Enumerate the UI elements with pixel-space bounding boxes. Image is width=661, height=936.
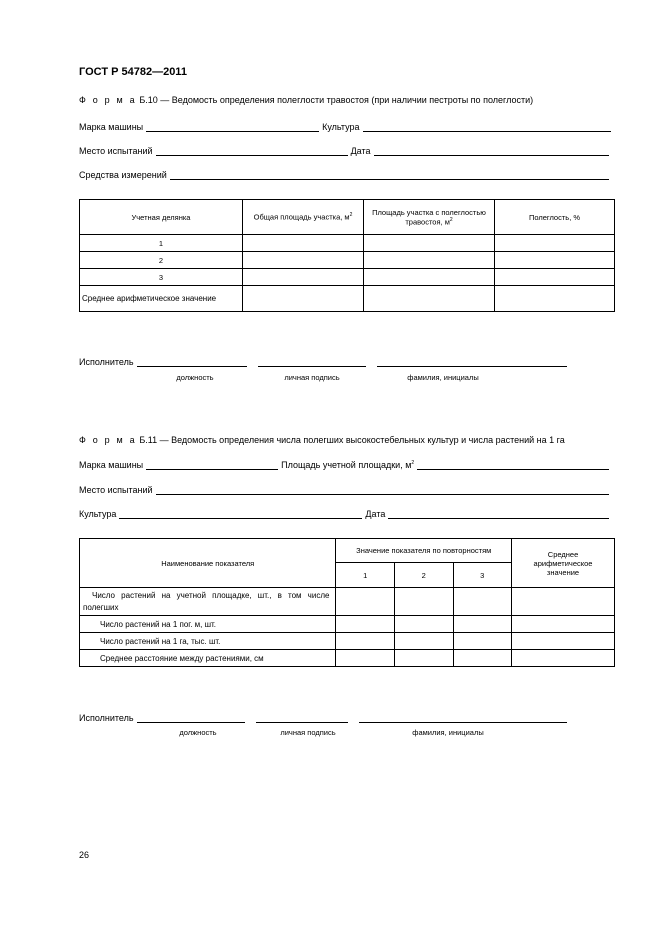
- form-b11-title-prefix: Ф о р м а: [79, 435, 137, 445]
- mesto-label: Место испытаний: [79, 485, 153, 495]
- cell[interactable]: [453, 616, 512, 633]
- cell[interactable]: [336, 633, 395, 650]
- position-field[interactable]: [137, 714, 245, 723]
- col-header-group: Значение показателя по повторностям: [336, 539, 512, 563]
- lodged-area-sup: 2: [449, 216, 453, 223]
- table-row: [80, 252, 615, 269]
- cell[interactable]: [243, 252, 364, 269]
- ploshad-label-text: Площадь учетной площадки, м: [281, 460, 412, 470]
- marka-field[interactable]: [146, 461, 278, 470]
- indicator-label: Число растений на 1 га, тыс. шт.: [80, 633, 336, 650]
- form-b10-row-mesto: [79, 146, 612, 156]
- caption-position: должность: [179, 728, 217, 737]
- ploshad-sup: 2: [411, 460, 415, 466]
- cell[interactable]: [364, 235, 495, 252]
- table-row: [80, 616, 615, 633]
- col-header-lodged-area: [364, 200, 495, 235]
- table-header-row: [80, 200, 615, 235]
- cell[interactable]: [495, 252, 615, 269]
- row-number: 2: [80, 252, 243, 269]
- lodged-area-label: Площадь участка с полеглостью травостоя, м: [372, 207, 486, 227]
- cell[interactable]: [243, 235, 364, 252]
- cell[interactable]: [495, 269, 615, 286]
- cell[interactable]: [336, 616, 395, 633]
- sredstva-label: Средства измерений: [79, 170, 167, 180]
- page-number: 26: [79, 850, 90, 860]
- cell[interactable]: [364, 269, 495, 286]
- document-header: ГОСТ Р 54782—2011: [79, 66, 187, 78]
- kultura-label: Культура: [322, 122, 360, 132]
- form-b10-title: [79, 95, 533, 105]
- table-row-average: [80, 286, 615, 312]
- name-field[interactable]: [377, 358, 567, 367]
- mesto-field[interactable]: [156, 486, 609, 495]
- cell[interactable]: [512, 633, 615, 650]
- cell[interactable]: [364, 252, 495, 269]
- cell[interactable]: [512, 650, 615, 667]
- col-header-lodging-pct: Полеглость, %: [495, 200, 615, 235]
- indicator-label: Среднее расстояние между растениями, см: [80, 650, 336, 667]
- average-label: Среднее арифметическое значение: [80, 286, 243, 312]
- total-area-sup: 2: [349, 212, 353, 219]
- table-row: [80, 269, 615, 286]
- col-header-rep-2: 2: [394, 563, 453, 588]
- form-b11-table: [79, 538, 615, 667]
- marka-field[interactable]: [146, 123, 319, 132]
- form-b10-table: [79, 199, 615, 312]
- col-header-total-area: [243, 200, 364, 235]
- mesto-label: Место испытаний: [79, 146, 153, 156]
- cell[interactable]: [336, 650, 395, 667]
- mesto-field[interactable]: [156, 147, 348, 156]
- cell[interactable]: [453, 650, 512, 667]
- signature-field[interactable]: [256, 714, 348, 723]
- cell[interactable]: [453, 633, 512, 650]
- name-field[interactable]: [359, 714, 567, 723]
- ispolnitel-label: Исполнитель: [79, 357, 134, 367]
- cell[interactable]: [336, 588, 395, 616]
- form-b10-signature: [79, 357, 570, 367]
- form-b10-row-sredstva: [79, 170, 612, 180]
- table-row: [80, 633, 615, 650]
- cell[interactable]: [512, 616, 615, 633]
- form-b11-row-mesto: [79, 485, 612, 495]
- caption-name: фамилия, инициалы: [407, 373, 479, 382]
- form-b11-signature: [79, 713, 570, 723]
- col-header-delyanka: Учетная делянка: [80, 200, 243, 235]
- row-number: 3: [80, 269, 243, 286]
- data-label: Дата: [365, 509, 386, 519]
- form-b11-title-text: Б.11 — Ведомость определения числа полегших высокостебельных культур и числа растений на 1 га: [136, 435, 565, 445]
- cell[interactable]: [394, 588, 453, 616]
- col-header-indicator: Наименование показателя: [80, 539, 336, 588]
- table-row: [80, 235, 615, 252]
- caption-name: фамилия, инициалы: [412, 728, 484, 737]
- caption-signature: личная подпись: [284, 373, 340, 382]
- sredstva-field[interactable]: [170, 171, 609, 180]
- marka-label: Марка машины: [79, 460, 144, 470]
- cell[interactable]: [394, 650, 453, 667]
- form-b10-row-marka: [79, 122, 614, 132]
- signature-field[interactable]: [258, 358, 366, 367]
- col-header-rep-1: 1: [336, 563, 395, 588]
- col-header-average: Среднее арифметическое значение: [512, 539, 615, 588]
- kultura-label: Культура: [79, 509, 117, 519]
- kultura-field[interactable]: [119, 510, 362, 519]
- table-header-row: [80, 539, 615, 563]
- cell[interactable]: [495, 286, 615, 312]
- indicator-label: Число растений на 1 пог. м, шт.: [80, 616, 336, 633]
- cell[interactable]: [394, 616, 453, 633]
- caption-signature: личная подпись: [280, 728, 336, 737]
- indicator-label: Число растений на учетной площадке, шт., в том числе полегших: [80, 588, 336, 616]
- marka-label: Марка машины: [79, 122, 144, 132]
- ploshad-field[interactable]: [417, 461, 609, 470]
- row-number: 1: [80, 235, 243, 252]
- ploshad-label: [281, 460, 414, 470]
- form-b11-row-marka: [79, 460, 612, 470]
- data-field[interactable]: [388, 510, 609, 519]
- data-label: Дата: [350, 146, 371, 156]
- form-b11-title: [79, 435, 565, 445]
- form-b10-title-prefix: Ф о р м а: [79, 95, 137, 105]
- form-b11-row-kultura: [79, 509, 612, 519]
- table-row: [80, 588, 615, 616]
- cell[interactable]: [243, 269, 364, 286]
- ispolnitel-label: Исполнитель: [79, 713, 134, 723]
- cell[interactable]: [495, 235, 615, 252]
- cell[interactable]: [243, 286, 364, 312]
- cell[interactable]: [364, 286, 495, 312]
- cell[interactable]: [512, 588, 615, 616]
- caption-position: должность: [176, 373, 214, 382]
- total-area-label: Общая площадь участка, м: [253, 212, 350, 222]
- cell[interactable]: [394, 633, 453, 650]
- kultura-field[interactable]: [363, 123, 611, 132]
- col-header-rep-3: 3: [453, 563, 512, 588]
- table-row: [80, 650, 615, 667]
- data-field[interactable]: [374, 147, 610, 156]
- position-field[interactable]: [137, 358, 247, 367]
- form-b10-title-text: Б.10 — Ведомость определения полеглости травостоя (при наличии пестроты по полеглости): [136, 95, 534, 105]
- cell[interactable]: [453, 588, 512, 616]
